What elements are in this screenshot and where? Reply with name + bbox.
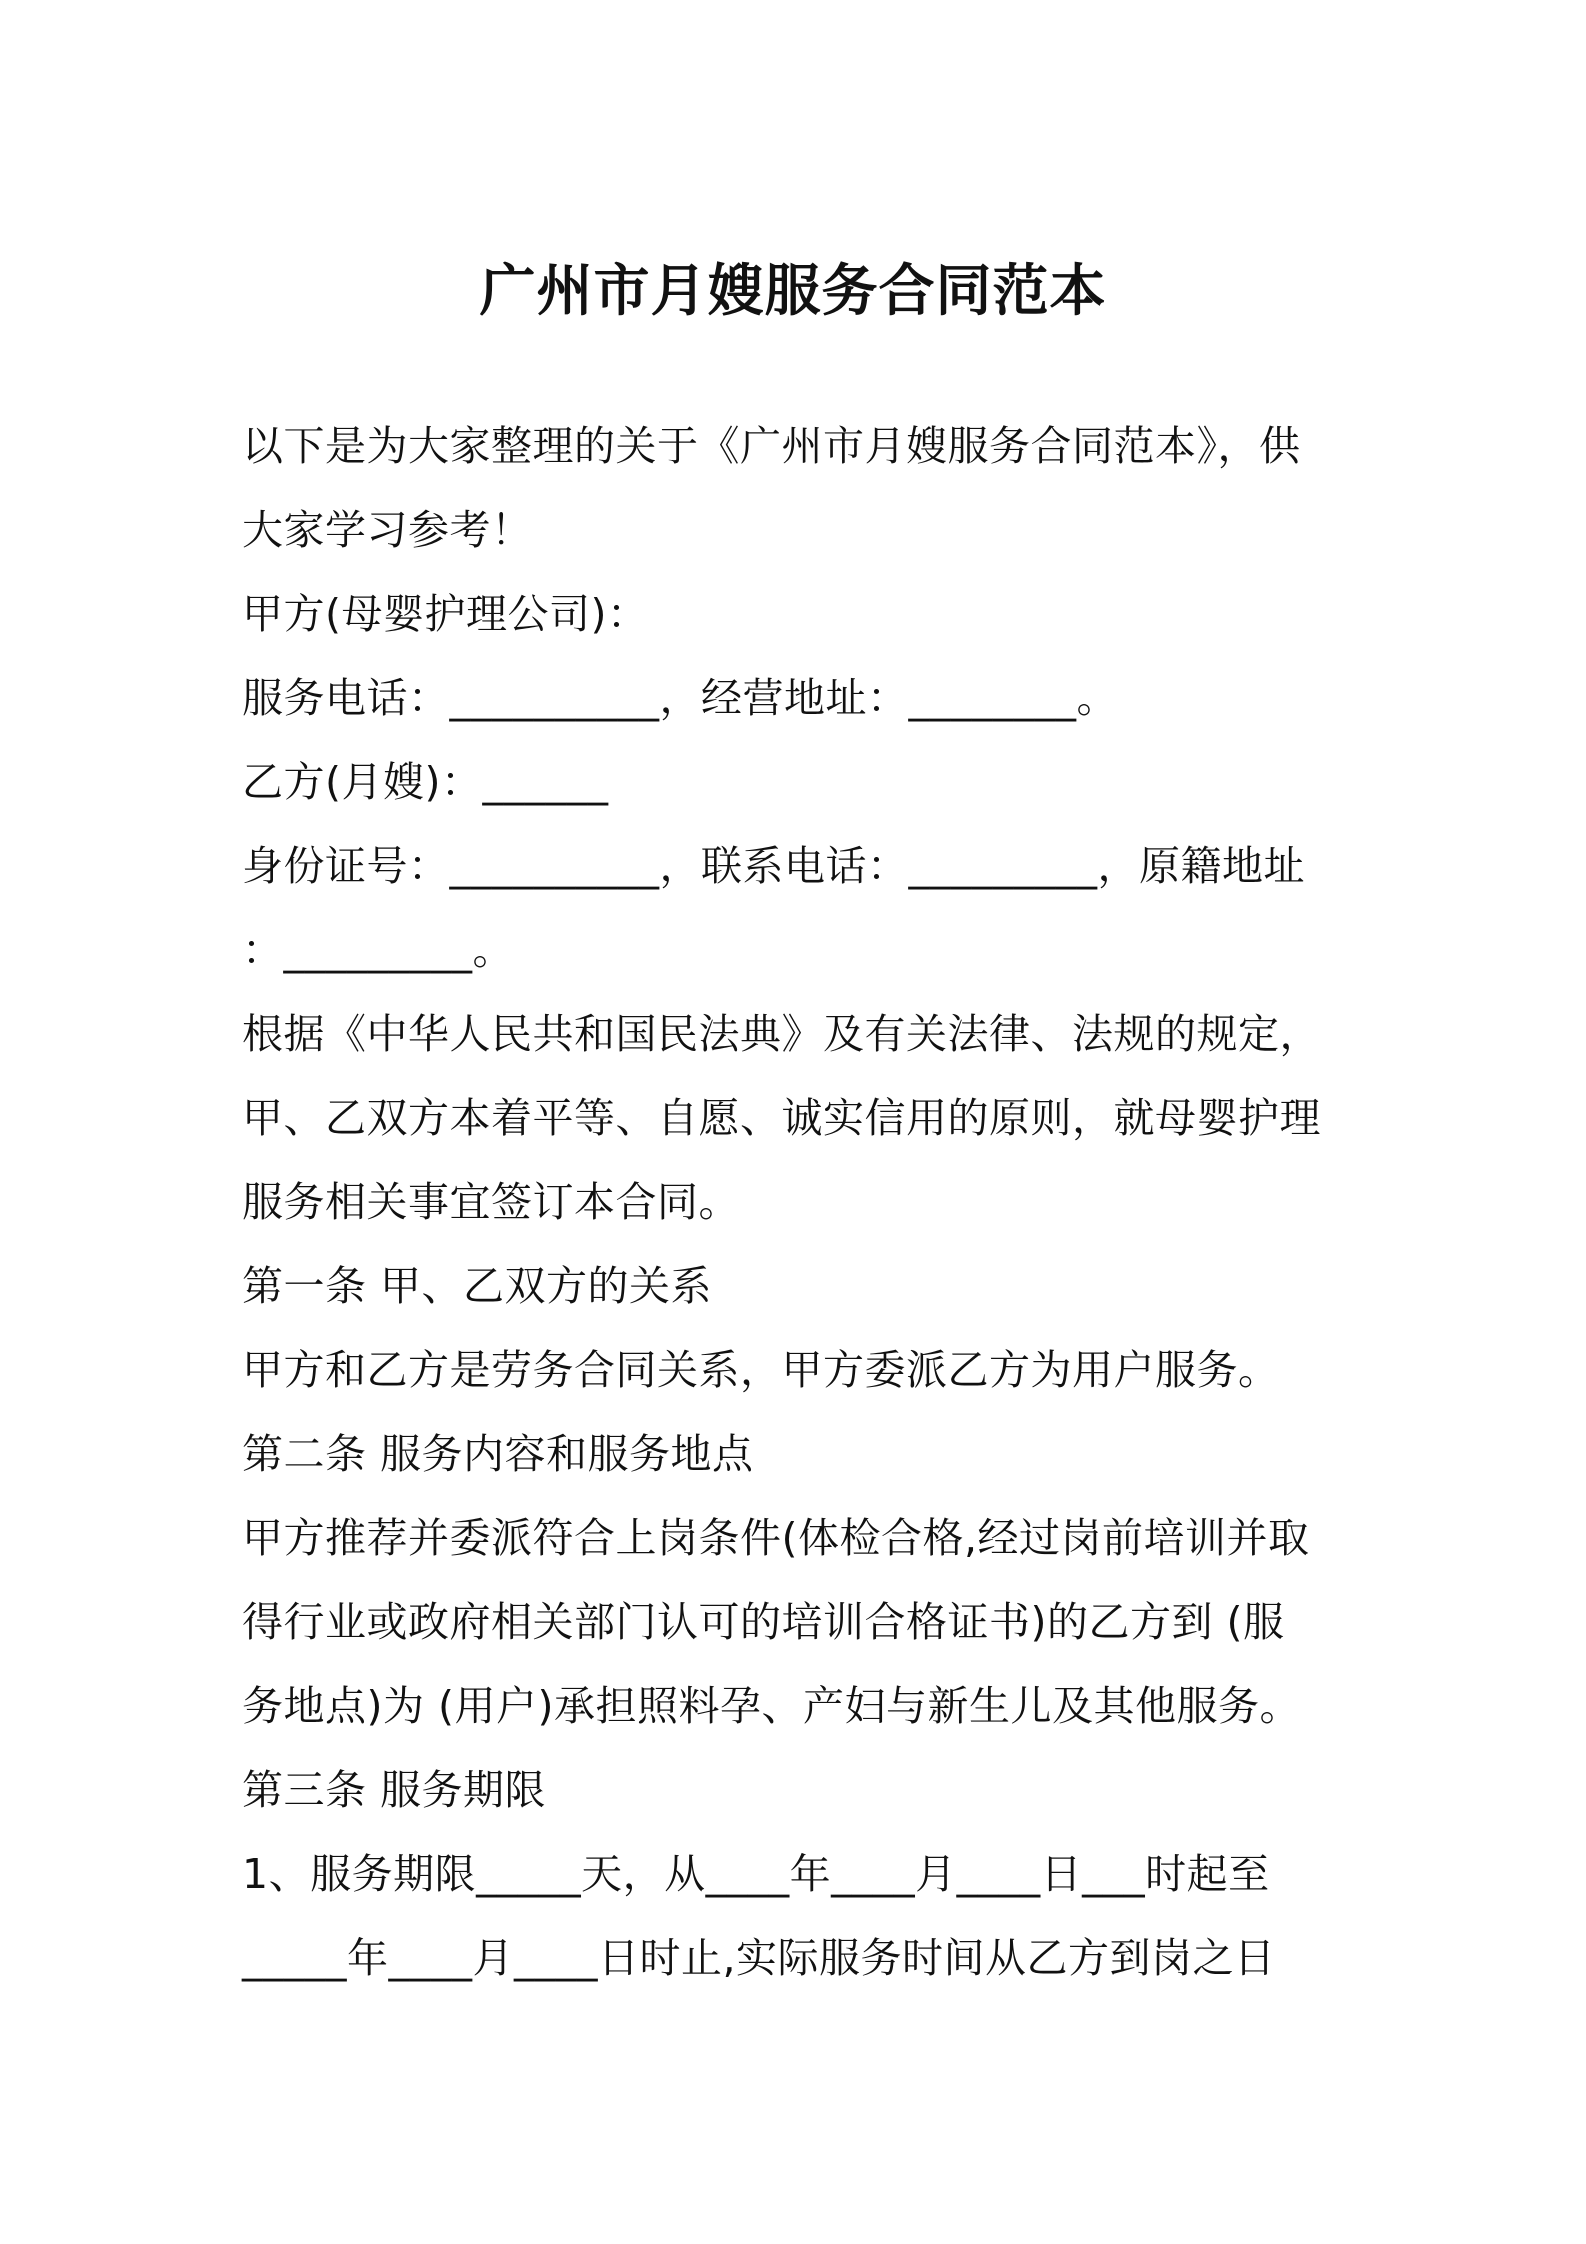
paragraph-line: 根据《中华人民共和国民法典》及有关法律、法规的规定， xyxy=(242,1010,1321,1058)
article-heading: 第一条 甲、乙双方的关系 xyxy=(242,1262,713,1310)
party-b-address-line: ：_________。 xyxy=(242,926,514,974)
party-b-id-line: 身份证号：__________，联系电话：_________，原籍地址 xyxy=(242,842,1305,890)
party-a-contact-line: 服务电话：__________，经营地址：________。 xyxy=(242,674,1118,722)
document-body xyxy=(242,404,1362,2000)
article-heading: 第二条 服务内容和服务地点 xyxy=(242,1430,754,1478)
paragraph-line: 1、服务期限_____天，从____年____月____日___时起至 xyxy=(242,1850,1270,1898)
party-a-label: 甲方(母婴护理公司)： xyxy=(242,590,649,638)
paragraph-line: 甲方推荐并委派符合上岗条件(体检合格,经过岗前培训并取 xyxy=(242,1514,1310,1562)
paragraph-line: 服务相关事宜签订本合同。 xyxy=(242,1178,740,1226)
paragraph-line: 以下是为大家整理的关于《广州市月嫂服务合同范本》，供 xyxy=(242,422,1301,470)
paragraph-line: _____年____月____日时止,实际服务时间从乙方到岗之日 xyxy=(242,1934,1276,1982)
party-b-label: 乙方(月嫂)：______ xyxy=(242,758,609,806)
paragraph-line: 得行业或政府相关部门认可的培训合格证书)的乙方到 (服 xyxy=(242,1598,1285,1646)
document-title: 广州市月嫂服务合同范本 xyxy=(479,259,1107,324)
paragraph-line: 甲方和乙方是劳务合同关系，甲方委派乙方为用户服务。 xyxy=(242,1346,1280,1394)
paragraph-line: 大家学习参考！ xyxy=(242,506,533,554)
article-heading: 第三条 服务期限 xyxy=(242,1766,547,1814)
paragraph-line: 甲、乙双方本着平等、自愿、诚实信用的原则，就母婴护理 xyxy=(242,1094,1321,1142)
paragraph-line: 务地点)为 (用户)承担照料孕、产妇与新生儿及其他服务。 xyxy=(242,1682,1302,1730)
